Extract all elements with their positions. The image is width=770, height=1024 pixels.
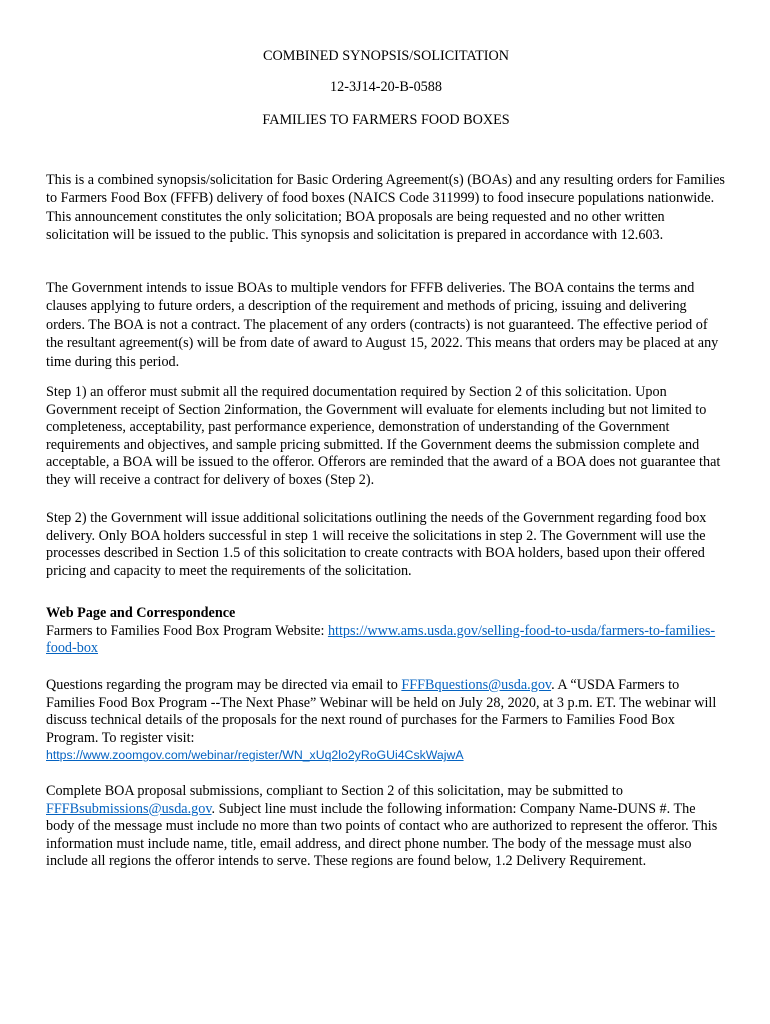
webinar-register-link[interactable]: https://www.zoomgov.com/webinar/register/WN_xUq2lo2yRoGUi4CskWajwA — [46, 748, 464, 763]
intro-paragraph: This is a combined synopsis/solicitation for Basic Ordering Agreement(s) (BOAs) and any resulting orders for Families to Farmers Food Box (FFFB) delivery of food boxes (NAICS Code 311999) to food insecure populations nationwide. This announcement constitutes the only solicitation; BOA proposals are being requested and no other written solicitation will be issued to the public. This synopsis and solicitation is prepared in accordance with 12.603. — [46, 172, 725, 244]
submission-suffix: . Subject line must include the following information: Company Name-DUNS #. The body of the message must include no more than two points of contact who are authorized to represent the offeror. This information must include name, title, email address, and direct phone number. The body of the message must also include all regions the offeror intends to serve. These regions are found below, 1.2 Delivery Requirement. — [46, 800, 718, 870]
step2-paragraph: Step 2) the Government will issue additional solicitations outlining the needs of the Government regarding food box delivery. Only BOA holders successful in step 1 will receive the solicitations in step 2. The Government will use the processes described in Section 1.5 of this solicitation to create contracts with BOA holders, based upon their offered pricing and capacity to meet the requirements of the solicitation. — [46, 510, 707, 579]
step1-paragraph: Step 1) an offeror must submit all the required documentation required by Section 2 of this solicitation. Upon Government receipt of Section 2information, the Government will evaluate for elements including but not limited to completeness, acceptability, past performance experience, demonstration of understanding of the Government requirements and objectives, and sample pricing submitted. If the Government deems the submission complete and acceptable, a BOA will be issued to the offeror. Offerors are reminded that the award of a BOA does not guarantee that they will receive a contract for delivery of boxes (Step 2). — [46, 384, 721, 488]
questions-email-link[interactable]: FFFBquestions@usda.gov — [401, 677, 552, 693]
document-title: COMBINED SYNOPSIS/SOLICITATION — [263, 48, 509, 64]
website-label: Farmers to Families Food Box Program Website: — [46, 622, 328, 639]
program-website-link[interactable]: https://www.ams.usda.gov/selling-food-to-usda/farmers-to-families-food-box — [46, 622, 716, 657]
web-section — [46, 605, 726, 658]
boa-paragraph: The Government intends to issue BOAs to multiple vendors for FFFB deliveries. The BOA contains the terms and clauses applying to future orders, a description of the requirement and methods of pricing, issuing and delivering orders. The BOA is not a contract. The placement of any orders (contracts) is not guaranteed. The effective period of the resultant agreement(s) will be from date of award to August 15, 2022. This means that orders may be placed at any time during this period. — [46, 280, 719, 370]
questions-prefix: Questions regarding the program may be directed via email to — [46, 677, 402, 693]
document-subtitle: FAMILIES TO FARMERS FOOD BOXES — [262, 112, 510, 128]
questions-paragraph — [46, 677, 726, 765]
submission-email-link[interactable]: FFFBsubmissions@usda.gov — [46, 800, 212, 817]
submission-prefix: Complete BOA proposal submissions, compliant to Section 2 of this solicitation, may be submitted to — [46, 783, 623, 799]
submission-paragraph — [46, 783, 726, 871]
web-section-heading: Web Page and Correspondence — [46, 605, 236, 621]
solicitation-number: 12-3J14-20-B-0588 — [330, 79, 442, 95]
questions-suffix: . A “USDA Farmers to Families Food Box Program --The Next Phase” Webinar will be held on July 28, 2020, at 3 p.m. ET. The webinar will discuss technical details of the proposals for the next round of purchases for the Farmers to Families Food Box Program. To register visit: — [46, 677, 717, 746]
